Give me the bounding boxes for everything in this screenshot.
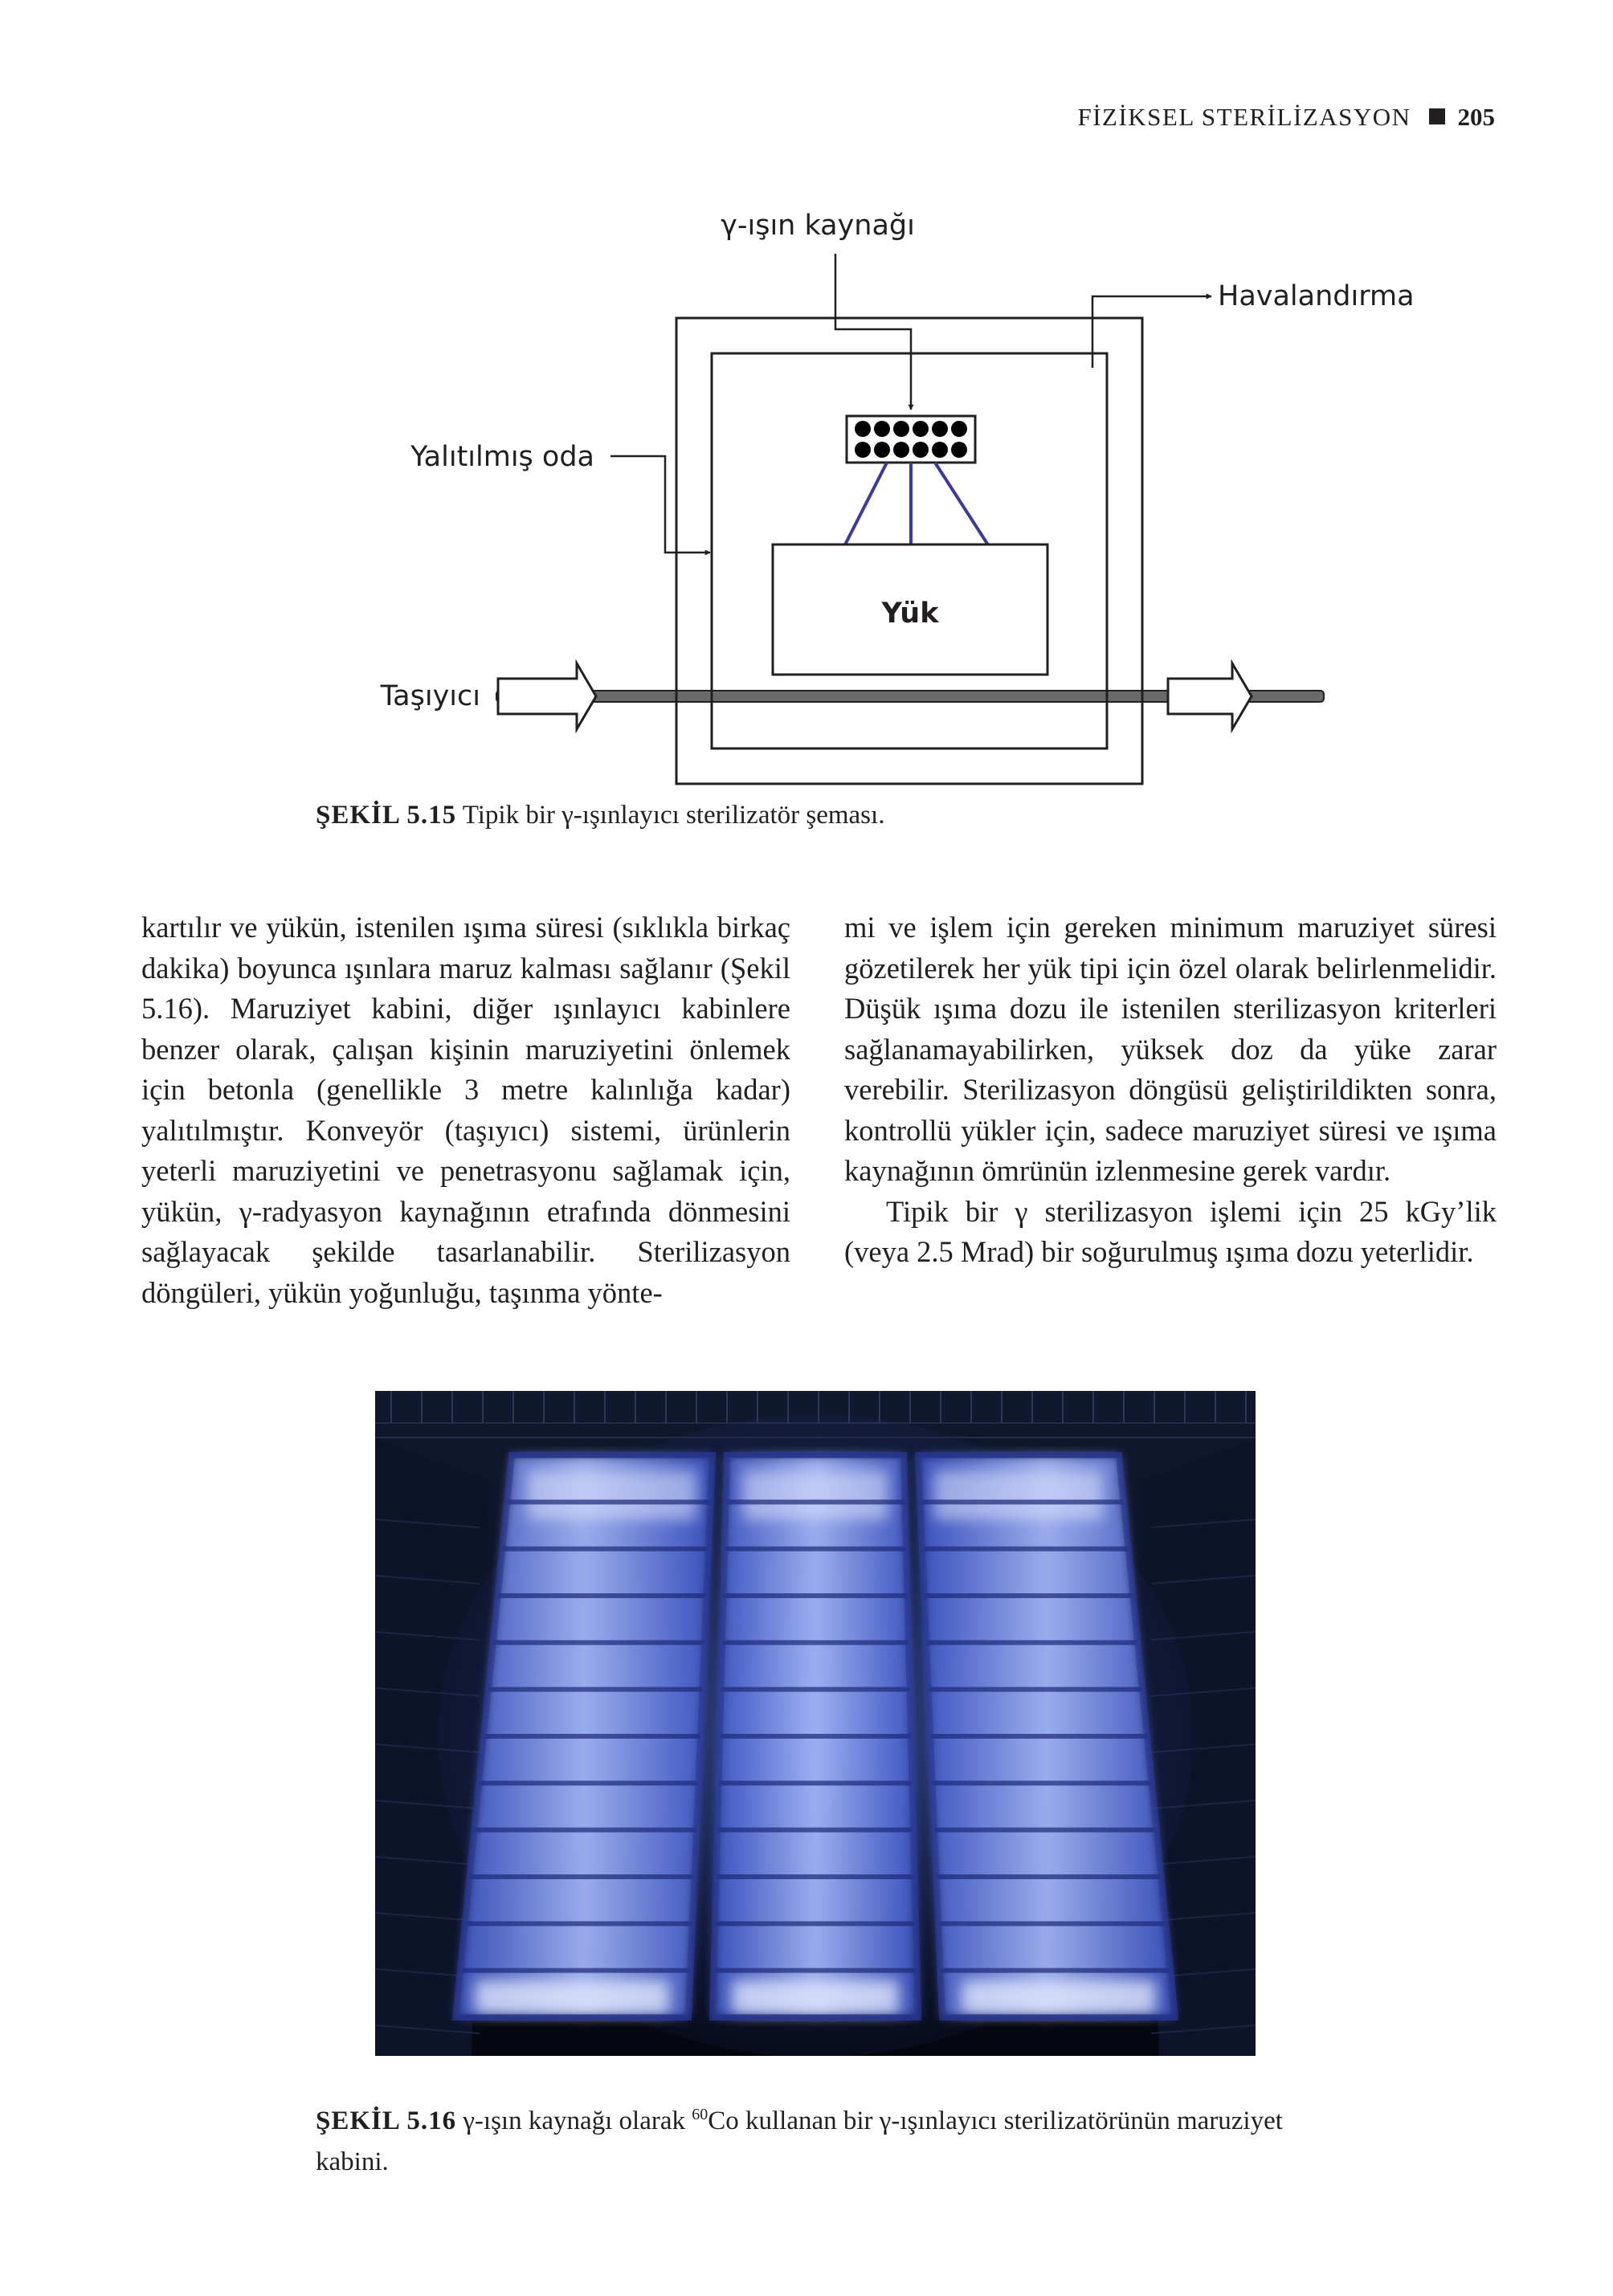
source-pellet <box>913 421 929 437</box>
page-number: 205 <box>1457 103 1495 131</box>
left-paragraph: kartılır ve yükün, istenilen ışıma süresi (sıklıkla birkaç dakika) boyunca ışınlara maruz kalması sağlanır (Şekil 5.16). Maruziyet kabini, diğer ışınlayıcı kabinlere benzer olarak, çalışan kişinin maruziyetini önlemek için betonla (genellikle 3 metre kalınlığa kadar) yalıtılmıştır. Konveyör (taşıyıcı) sistemi, ürünlerin yeterli maruziyetini ve penetrasyonu sağlamak için, yükün, γ-radyasyon kaynağının etrafında dönmesini sağlayacak şekilde tasarlanabilir. Sterilizasyon döngüleri, yükün yoğunluğu, taşınma yönte- <box>141 911 790 1309</box>
source-pellet <box>932 421 948 437</box>
source-pellet <box>874 442 890 458</box>
figure-5-16-caption <box>316 2094 1320 2183</box>
insulated-room-leader <box>610 456 710 553</box>
square-bullet-icon <box>1429 108 1445 124</box>
ventilation-label: Havalandırma <box>1218 280 1415 312</box>
figure-5-15-caption <box>316 795 884 836</box>
source-pellet <box>913 442 929 458</box>
figure-5-15-text: Tipik bir γ-ışınlayıcı sterilizatör şeması. <box>462 801 885 830</box>
source-leader <box>835 254 911 410</box>
figure-5-15-number: ŞEKİL 5.15 <box>316 801 457 830</box>
ventilation-leader <box>1092 296 1211 368</box>
figure-5-16-text-after: Co kullanan bir γ-ışınlayıcı sterilizatörünün maruziyet kabini. <box>316 2106 1283 2176</box>
running-head-section: FİZİKSEL STERİLİZASYON <box>1077 103 1411 131</box>
figure-5-16-text-before: γ-ışın kaynağı olarak <box>463 2106 685 2135</box>
gamma-irradiator-diagram <box>0 193 1613 803</box>
figure-5-16-number: ŞEKİL 5.16 <box>316 2106 457 2135</box>
source-pellet <box>874 421 890 437</box>
right-paragraph-1: mi ve işlem için gereken minimum maruziyet süresi gözetilerek her yük tipi için özel olarak belirlenmelidir. Düşük ışıma dozu ile istenilen sterilizasyon kriterleri sağlanamayabilirken, yüksek doz da yüke zarar verebilir. Sterilizasyon döngüsü geliştirildikten sonra, kontrollü yükler için, sadece maruziyet süresi ve ışıma kaynağının ömrünün izlenmesine gerek vardır. <box>844 911 1497 1187</box>
source-label: γ-ışın kaynağı <box>721 210 915 242</box>
beam-arrow-left <box>839 463 887 557</box>
source-pellet <box>932 442 948 458</box>
isotope-mass-number: 60 <box>692 2106 708 2123</box>
running-head <box>1077 103 1495 132</box>
source-pellet <box>855 442 871 458</box>
source-pellet <box>893 442 909 458</box>
beam-arrow-right <box>935 463 996 557</box>
source-pellet <box>893 421 909 437</box>
right-column <box>844 907 1497 1273</box>
source-pellet <box>951 442 967 458</box>
right-paragraph-2: Tipik bir γ sterilizasyon işlemi için 25 kGy’lik (veya 2.5 Mrad) bir soğurulmuş ışıma dozu yeterlidir. <box>844 1194 1497 1268</box>
conveyor-arrow-right <box>1168 663 1252 729</box>
load-label: Yük <box>881 597 939 630</box>
carrier-label: Taşıyıcı <box>380 680 480 712</box>
exposure-chamber-photo <box>375 1391 1256 2056</box>
source-pellet <box>855 421 871 437</box>
source-pellet <box>951 421 967 437</box>
insulated-room-label: Yalıtılmış oda <box>410 441 594 473</box>
left-column <box>141 907 790 1313</box>
conveyor-arrow-left <box>498 663 596 729</box>
